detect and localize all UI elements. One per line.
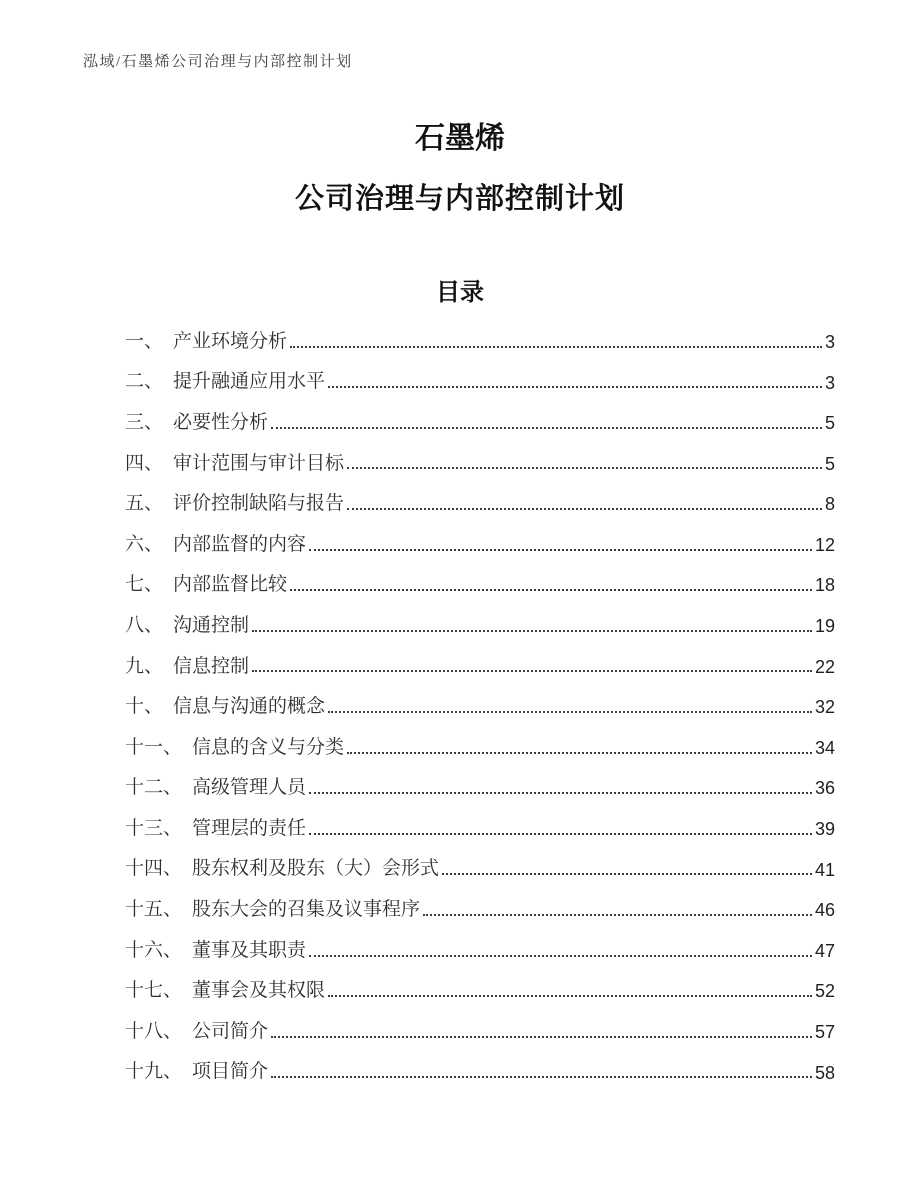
toc-dot-leader: [252, 670, 812, 672]
toc-entry[interactable]: [125, 759, 835, 800]
toc-entry-page: 39: [814, 819, 835, 840]
toc-entry-number: 六、: [125, 533, 164, 555]
toc-entry[interactable]: [125, 1002, 835, 1043]
toc-entry[interactable]: [125, 353, 835, 394]
toc-entry-number: 十四、: [125, 858, 183, 880]
toc-entry[interactable]: [125, 312, 835, 353]
toc-entry-number: 四、: [125, 452, 164, 474]
toc-entry-label: 内部监督比较: [173, 574, 288, 596]
toc-entry-page: 52: [814, 981, 835, 1002]
toc-dot-leader: [423, 914, 812, 916]
toc-entry-number: 十九、: [125, 1061, 183, 1083]
toc-dot-leader: [252, 630, 812, 632]
toc-entry-number: 十七、: [125, 980, 183, 1002]
toc-entry-page: 5: [824, 453, 835, 474]
toc-entry[interactable]: [125, 556, 835, 597]
toc-entry-number: 五、: [125, 493, 164, 515]
toc-entry-page: 58: [814, 1062, 835, 1083]
toc-entry-number: 十一、: [125, 736, 183, 758]
toc-entry-number: 七、: [125, 574, 164, 596]
toc-entry[interactable]: [125, 393, 835, 434]
toc-entry-label: 信息与沟通的概念: [173, 696, 326, 718]
toc-entry-page: 22: [814, 656, 835, 677]
toc-dot-leader: [328, 711, 812, 713]
toc-entry[interactable]: [125, 921, 835, 962]
toc-entry-number: 二、: [125, 371, 164, 393]
toc-entry-label: 沟通控制: [173, 614, 250, 636]
toc-dot-leader: [290, 589, 812, 591]
toc-entry-page: 36: [814, 778, 835, 799]
toc-entry-page: 19: [814, 616, 835, 637]
toc-entry[interactable]: [125, 962, 835, 1003]
toc-entry-label: 内部监督的内容: [173, 533, 307, 555]
toc-dot-leader: [290, 346, 822, 348]
toc-entry-number: 十二、: [125, 777, 183, 799]
toc-dot-leader: [271, 1036, 812, 1038]
toc-entry-label: 信息控制: [173, 655, 250, 677]
toc-entry-number: 十八、: [125, 1020, 183, 1042]
toc-dot-leader: [328, 386, 822, 388]
toc-entry-label: 提升融通应用水平: [173, 371, 326, 393]
toc-entry-label: 必要性分析: [173, 411, 269, 433]
toc-entry-page: 32: [814, 697, 835, 718]
toc-entry[interactable]: [125, 515, 835, 556]
toc-entry-page: 41: [814, 859, 835, 880]
toc-entry[interactable]: [125, 677, 835, 718]
toc-dot-leader: [271, 1076, 812, 1078]
toc-entry-number: 十、: [125, 696, 164, 718]
toc-entry-number: 十五、: [125, 899, 183, 921]
toc-entry[interactable]: [125, 1043, 835, 1084]
toc-entry-page: 57: [814, 1022, 835, 1042]
toc-list: [125, 312, 835, 1083]
toc-entry[interactable]: [125, 799, 835, 840]
toc-entry-label: 董事会及其权限: [192, 980, 326, 1002]
toc-entry[interactable]: [125, 434, 835, 475]
page-header: 泓域/石墨烯公司治理与内部控制计划: [83, 54, 353, 70]
toc-entry-page: 46: [814, 900, 835, 921]
toc-heading: 目录: [436, 279, 484, 306]
toc-entry[interactable]: [125, 596, 835, 637]
toc-entry-number: 十六、: [125, 939, 183, 961]
toc-entry-page: 47: [814, 940, 835, 961]
toc-entry-page: 12: [814, 534, 835, 555]
toc-entry-page: 34: [814, 737, 835, 758]
toc-entry-label: 审计范围与审计目标: [173, 452, 345, 474]
document-title-line1: 石墨烯: [415, 122, 505, 155]
toc-entry-page: 8: [824, 494, 835, 515]
toc-entry[interactable]: [125, 718, 835, 759]
toc-dot-leader: [271, 427, 822, 429]
toc-dot-leader: [328, 995, 812, 997]
toc-dot-leader: [347, 508, 822, 510]
toc-dot-leader: [309, 955, 812, 957]
toc-entry-page: 18: [814, 575, 835, 596]
toc-entry-number: 十三、: [125, 817, 183, 839]
toc-entry-page: 5: [824, 413, 835, 434]
toc-entry-label: 股东大会的召集及议事程序: [192, 899, 421, 921]
toc-entry-number: 一、: [125, 330, 164, 352]
toc-dot-leader: [442, 873, 812, 875]
toc-entry-label: 公司简介: [192, 1020, 269, 1042]
toc-entry-label: 股东权利及股东（大）会形式: [192, 858, 440, 880]
toc-dot-leader: [347, 467, 822, 469]
toc-entry-page: 3: [824, 372, 835, 393]
toc-entry-number: 九、: [125, 655, 164, 677]
toc-entry-label: 信息的含义与分类: [192, 736, 345, 758]
toc-entry-number: 三、: [125, 411, 164, 433]
toc-dot-leader: [309, 833, 812, 835]
toc-entry-label: 董事及其职责: [192, 939, 307, 961]
toc-dot-leader: [309, 549, 812, 551]
toc-entry[interactable]: [125, 637, 835, 678]
toc-entry-label: 管理层的责任: [192, 817, 307, 839]
toc-entry-label: 项目简介: [192, 1061, 269, 1083]
toc-entry-label: 评价控制缺陷与报告: [173, 493, 345, 515]
toc-dot-leader: [309, 792, 812, 794]
toc-entry-page: 3: [824, 331, 835, 352]
toc-dot-leader: [347, 752, 812, 754]
toc-entry[interactable]: [125, 840, 835, 881]
toc-entry-label: 高级管理人员: [192, 777, 307, 799]
document-title-line2: 公司治理与内部控制计划: [294, 183, 625, 215]
toc-entry[interactable]: [125, 474, 835, 515]
toc-entry[interactable]: [125, 880, 835, 921]
toc-entry-label: 产业环境分析: [173, 330, 288, 352]
toc-entry-number: 八、: [125, 614, 164, 636]
